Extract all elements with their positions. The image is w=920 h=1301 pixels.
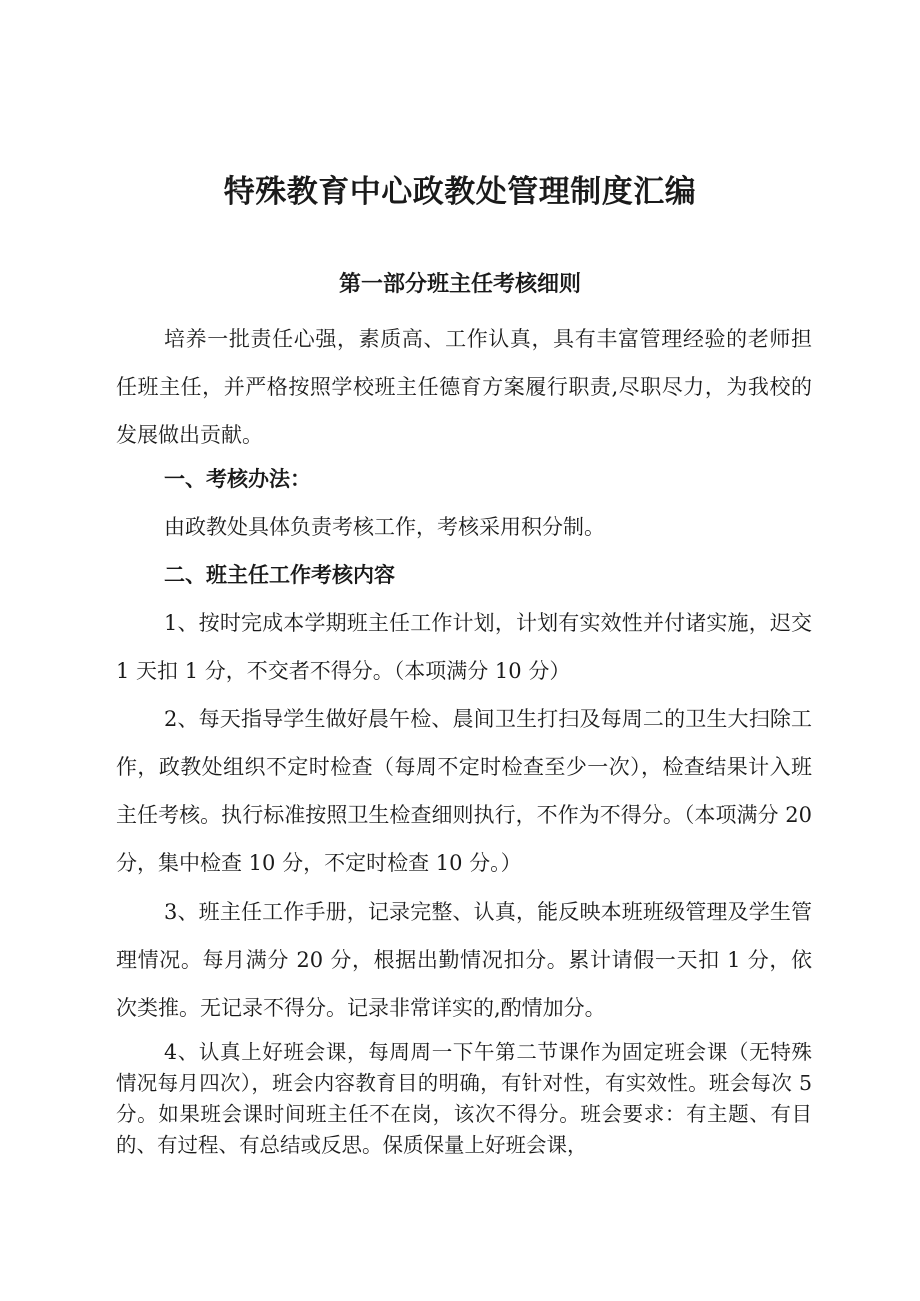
intro-paragraph: 培养一批责任心强，素质高、工作认真，具有丰富管理经验的老师担任班主任，并严格按照学校班主任德育方案履行职责,尽职尽力，为我校的发展做出贡献。	[116, 327, 812, 447]
assessment-item-2: 2、每天指导学生做好晨午检、晨间卫生打扫及每周二的卫生大扫除工作，政教处组织不定时检查（每周不定时检查至少一次），检查结果计入班主任考核。执行标准按照卫生检查细则执行，不作为不得分。（本项满分 20 分，集中检查 10 分，不定时检查 10 分。）	[116, 707, 812, 875]
assessment-item-4: 4、认真上好班会课，每周周一下午第二节课作为固定班会课（无特殊情况每月四次），班会内容教育目的明确，有针对性，有实效性。班会每次 5 分。如果班会课时间班主任不在岗，该次不得分。班会要求：有主题、有目的、有过程、有总结或反思。保质保量上好班会课，	[116, 1040, 812, 1157]
section-heading-assessment-content: 二、班主任工作考核内容	[164, 563, 395, 587]
assessment-item-3: 3、班主任工作手册，记录完整、认真，能反映本班班级管理及学生管理情况。每月满分 20 分，根据出勤情况扣分。累计请假一天扣 1 分，依次类推。无记录不得分。记录非常详实的,酌情加分。	[116, 900, 812, 1020]
part-title: 第一部分班主任考核细则	[338, 272, 581, 297]
assessment-item-1: 1、按时完成本学期班主任工作计划，计划有实效性并付诸实施，迟交 1 天扣 1 分，不交者不得分。（本项满分 10 分）	[116, 611, 812, 683]
section-heading-assessment-method: 一、考核办法：	[164, 467, 311, 491]
assessment-method-paragraph: 由政教处具体负责考核工作，考核采用积分制。	[164, 515, 605, 539]
document-title: 特殊教育中心政教处管理制度汇编	[223, 174, 697, 210]
